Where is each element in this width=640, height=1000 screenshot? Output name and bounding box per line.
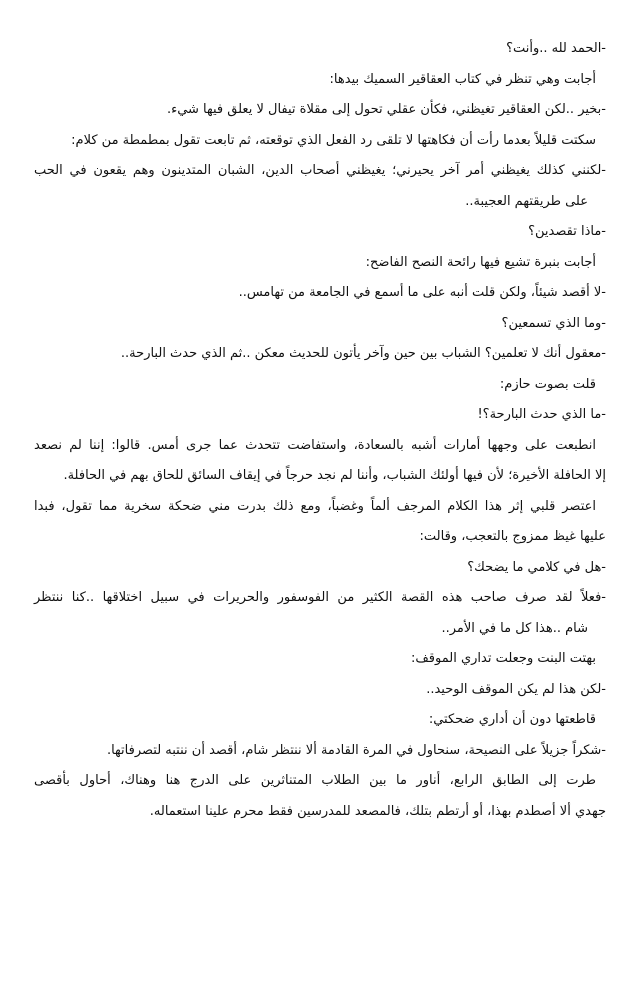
text-line: -بخير ..لكن العقاقير تغيظني، فكأن عقلي تحول إلى مقلاة تيفال لا يعلق فيها شيء. <box>166 102 606 117</box>
text-line: سكتت قليلاً بعدما رأت أن فكاهتها لا تلقى رد الفعل الذي توقعته، ثم تابعت تقول بمطمطة من كلام: <box>71 132 596 148</box>
text-line: على طريقتهم العجيبة.. <box>465 193 588 209</box>
text-line: عليها غيظ ممزوج بالتعجب، وقالت: <box>419 529 606 544</box>
text-line: انطبعت على وجهها أمارات أشبه بالسعادة، واستفاضت تتحدث عما جرى أمس. قالوا: إننا لم نصعد <box>34 437 596 453</box>
text-line: -شكراً جزيلاً على النصيحة، سنحاول في المرة القادمة ألا ننتظر شام، أقصد أن ننتبه لتصرفاتها. <box>106 742 606 758</box>
text-line: أجابت بنبرة تشيع فيها رائحة النصح الفاضح: <box>365 254 596 270</box>
text-line: قاطعتها دون أن أداري ضحكتي: <box>428 712 596 727</box>
text-line: إلا الحافلة الأخيرة؛ لأن فيها أولئك الشباب، وأننا لم نجد حرجاً في إيقاف السائق للحاق بهم في الحافلة. <box>63 468 606 483</box>
text-line: -فعلاً لقد صرف صاحب هذه القصة الكثير من الفوسفور والحريرات في سبيل اختلاقها ..كنا ننتظر <box>34 590 606 605</box>
text-line: شام ..هذا كل ما في الأمر.. <box>441 620 588 636</box>
text-line: -وما الذي تسمعين؟ <box>501 315 606 331</box>
text-line: -لا أقصد شيئاً، ولكن قلت أنبه على ما أسمع في الجامعة من تهامس.. <box>238 285 606 300</box>
text-line: طرت إلى الطابق الرابع، أناور ما بين الطلاب المتناثرين على الدرج هنا وهناك، أحاول بأقصى <box>34 773 596 788</box>
text-line: -هل في كلامي ما يضحك؟ <box>467 559 606 575</box>
text-line: -لكنني كذلك يغيظني أمر آخر يحيرني؛ يغيظني أصحاب الدين، الشبان المتدينون وهم يقعون في الحب <box>34 163 606 178</box>
text-line: -معقول أنك لا تعلمين؟ الشباب بين حين وآخر يأتون للحديث معكن ..ثم الذي حدث البارحة.. <box>120 346 606 361</box>
text-line: اعتصر قلبي إثر هذا الكلام المرجف ألماً وغضباً، ومع ذلك بدرت مني ضحكة سخرية مما تقول، فبدا <box>34 498 596 514</box>
text-line: أجابت وهي تنظر في كتاب العقاقير السميك بيدها: <box>329 71 596 87</box>
text-line: جهدي ألا أصطدم بهذا، أو أرتطم بتلك، فالمصعد للمدرسين فقط محرم علينا استعماله. <box>149 803 606 819</box>
document-page <box>34 34 606 827</box>
text-line: قلت بصوت حازم: <box>499 376 596 392</box>
text-line: -الحمد لله ..وأنت؟ <box>506 41 606 56</box>
text-line: -لكن هذا لم يكن الموقف الوحيد.. <box>426 681 606 697</box>
text-line: بهتت البنت وجعلت تداري الموقف: <box>410 651 596 666</box>
text-line: -ماذا تقصدين؟ <box>528 224 606 239</box>
text-line: -ما الذي حدث البارحة؟! <box>477 407 606 422</box>
